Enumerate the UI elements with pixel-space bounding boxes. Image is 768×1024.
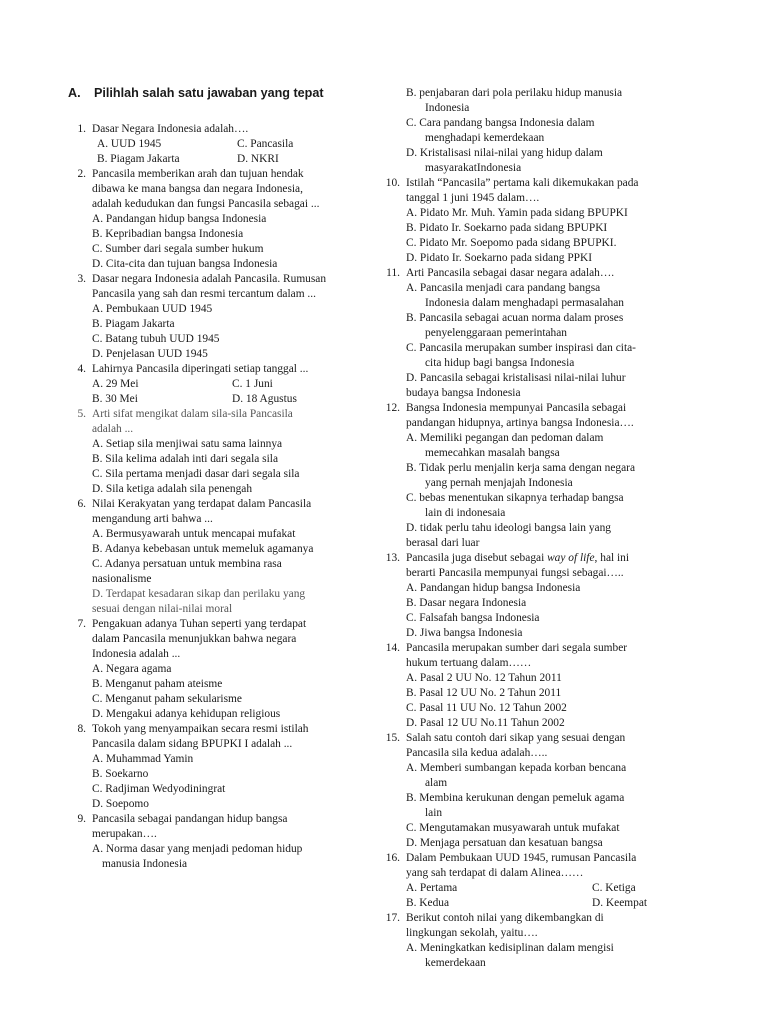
left-column: [64, 122, 364, 872]
question-4: [64, 362, 364, 377]
question-number: 6.: [77, 498, 86, 510]
option-c: C. Pancasila: [237, 138, 294, 150]
option-d: D. Pancasila sebagai kristalisasi nilai-nilai luhur budaya bangsa Indonesia: [406, 372, 626, 399]
option-a: A. Bermusyawarah untuk mencapai mufakat: [92, 528, 296, 540]
question-text: Istilah “Pancasila” pertama kali dikemukakan pada tanggal 1 juni 1945 dalam….: [406, 177, 639, 204]
question-number: 8.: [77, 723, 86, 735]
question-6: [64, 497, 364, 527]
option-c: C. Batang tubuh UUD 1945: [92, 333, 220, 345]
question-text: Salah satu contoh dari sikap yang sesuai dengan Pancasila sila kedua adalah…..: [406, 732, 626, 759]
question-text-part: Pancasila juga disebut sebagai: [406, 552, 548, 564]
question-number: 4.: [77, 363, 86, 375]
question-text: Dasar negara Indonesia adalah Pancasila. Rumusan Pancasila yang sah dan resmi tercantum dalam ...: [92, 273, 327, 300]
option-d: D. Penjelasan UUD 1945: [92, 348, 208, 360]
question-16: [378, 851, 678, 881]
option-d: D. Menjaga persatuan dan kesatuan bangsa: [406, 837, 603, 849]
option-a: A. 29 Mei: [92, 378, 139, 390]
question-text: Bangsa Indonesia mempunyai Pancasila sebagai pandangan hidupnya, artinya bangsa Indonesia….: [406, 402, 634, 429]
option-c: C. Radjiman Wedyodiningrat: [92, 783, 226, 795]
question-text-part: , hal ini berarti Pancasila mempunyai fungsi sebagai…..: [406, 552, 630, 579]
option-c: C. Pasal 11 UU No. 12 Tahun 2002: [406, 702, 567, 714]
option-b: B. Adanya kebebasan untuk memeluk agamanya: [92, 543, 314, 555]
question-number: 5.: [77, 408, 86, 420]
option-a: A. Pasal 2 UU No. 12 Tahun 2011: [406, 672, 562, 684]
option-d: D. Pidato Ir. Soekarno pada sidang PPKI: [406, 252, 593, 264]
question-number: 3.: [77, 273, 86, 285]
question-7: [64, 617, 364, 662]
question-number: 15.: [385, 732, 400, 744]
question-text: [406, 551, 678, 581]
section-letter: A.: [68, 86, 81, 100]
option-d: D. Mengakui adanya kehidupan religious: [92, 708, 281, 720]
option-d: D. 18 Agustus: [232, 393, 297, 405]
option-a: A. Pembukaan UUD 1945: [92, 303, 213, 315]
question-number: 11.: [386, 267, 400, 279]
option-c: C. Mengutamakan musyawarah untuk mufakat: [406, 822, 620, 834]
option-a: A. Muhammad Yamin: [92, 753, 194, 765]
option-b: B. Pasal 12 UU No. 2 Tahun 2011: [406, 687, 562, 699]
question-number: 2.: [77, 168, 86, 180]
option-d: D. Keempat: [592, 897, 648, 909]
option-a: A. Pandangan hidup bangsa Indonesia: [92, 213, 267, 225]
option-a: A. Pertama: [406, 882, 458, 894]
question-text-italic: way of life: [547, 552, 595, 564]
option-d: D. Jiwa bangsa Indonesia: [406, 627, 523, 639]
option-b: B. Soekarno: [92, 768, 149, 780]
option-c: C. Pancasila merupakan sumber inspirasi dan cita- cita hidup bagi bangsa Indonesia: [406, 342, 636, 369]
options-grid: [64, 377, 364, 407]
question-15: [378, 731, 678, 761]
option-b: B. 30 Mei: [92, 393, 138, 405]
option-d: D. Pasal 12 UU No.11 Tahun 2002: [406, 717, 565, 729]
option-c: C. Adanya persatuan untuk membina rasa nasionalisme: [92, 558, 282, 585]
option-a: A. Negara agama: [92, 663, 172, 675]
option-a: A. Meningkatkan kedisiplinan dalam mengisi kemerdekaan: [406, 942, 614, 969]
option-c: C. 1 Juni: [232, 378, 273, 390]
option-b: B. Menganut paham ateisme: [92, 678, 223, 690]
option-a: A. UUD 1945: [97, 138, 162, 150]
question-text: Berikut contoh nilai yang dikembangkan di lingkungan sekolah, yaitu….: [406, 912, 604, 939]
question-text: Arti Pancasila sebagai dasar negara adalah….: [406, 267, 615, 279]
question-13: [378, 551, 678, 581]
question-text: Lahirnya Pancasila diperingati setiap tanggal ...: [92, 363, 309, 375]
question-1: [64, 122, 364, 137]
option-a: A. Pancasila menjadi cara pandang bangsa Indonesia dalam menghadapi permasalahan: [406, 282, 624, 309]
question-number: 13.: [385, 552, 400, 564]
option-b: B. Pidato Ir. Soekarno pada sidang BPUPKI: [406, 222, 608, 234]
option-b: B. Pancasila sebagai acuan norma dalam proses penyelenggaraan pemerintahan: [406, 312, 624, 339]
question-12: [378, 401, 678, 431]
question-text: Dalam Pembukaan UUD 1945, rumusan Pancasila yang sah terdapat di dalam Alinea……: [406, 852, 637, 879]
question-text: Pancasila sebagai pandangan hidup bangsa merupakan….: [92, 813, 288, 840]
question-14: [378, 641, 678, 671]
question-number: 9.: [77, 813, 86, 825]
option-d: D. Cita-cita dan tujuan bangsa Indonesia: [92, 258, 278, 270]
question-number: 16.: [385, 852, 400, 864]
option-a: A. Pandangan hidup bangsa Indonesia: [406, 582, 581, 594]
question-text: Nilai Kerakyatan yang terdapat dalam Pancasila mengandung arti bahwa ...: [92, 498, 312, 525]
question-number: 14.: [385, 642, 400, 654]
question-3: [64, 272, 364, 302]
options-grid: [378, 881, 678, 911]
option-c: C. Ketiga: [592, 882, 636, 894]
question-5: [64, 407, 364, 437]
option-b: B. Dasar negara Indonesia: [406, 597, 527, 609]
question-text: Pancasila merupakan sumber dari segala sumber hukum tertuang dalam……: [406, 642, 628, 669]
option-d: D. Sila ketiga adalah sila penengah: [92, 483, 253, 495]
question-text: Dasar Negara Indonesia adalah….: [92, 123, 249, 135]
option-c: C. Sila pertama menjadi dasar dari segala sila: [92, 468, 300, 480]
option-d: D. tidak perlu tahu ideologi bangsa lain yang berasal dari luar: [406, 522, 611, 549]
right-column: [378, 86, 678, 971]
option-d: D. Terdapat kesadaran sikap dan perilaku yang sesuai dengan nilai-nilai moral: [92, 588, 306, 615]
question-17: [378, 911, 678, 941]
option-b: B. Sila kelima adalah inti dari segala sila: [92, 453, 278, 465]
section-heading: [68, 86, 324, 100]
question-number: 17.: [385, 912, 400, 924]
option-a: A. Setiap sila menjiwai satu sama lainnya: [92, 438, 283, 450]
option-b: B. Piagam Jakarta: [92, 318, 175, 330]
option-b: B. Tidak perlu menjalin kerja sama dengan negara yang pernah menjajah Indonesia: [406, 462, 636, 489]
question-11: [378, 266, 678, 281]
option-b: B. Kepribadian bangsa Indonesia: [92, 228, 244, 240]
question-9: [64, 812, 364, 842]
question-number: 12.: [385, 402, 400, 414]
option-d: D. Soepomo: [92, 798, 149, 810]
question-text: Pancasila memberikan arah dan tujuan hendak dibawa ke mana bangsa dan negara Indonesia, adalah kedudukan dan fungsi Pancasila sebagai ...: [92, 168, 320, 210]
option-a: A. Norma dasar yang menjadi pedoman hidup manusia Indonesia: [92, 843, 303, 870]
question-text: Arti sifat mengikat dalam sila-sila Pancasila adalah ...: [92, 408, 293, 435]
option-a: A. Memberi sumbangan kepada korban bencana alam: [406, 762, 627, 789]
option-b: B. penjabaran dari pola perilaku hidup manusia Indonesia: [406, 87, 623, 114]
option-a: A. Memiliki pegangan dan pedoman dalam memecahkan masalah bangsa: [406, 432, 604, 459]
question-8: [64, 722, 364, 752]
option-c: C. Falsafah bangsa Indonesia: [406, 612, 540, 624]
option-c: C. bebas menentukan sikapnya terhadap bangsa lain di indonesaia: [406, 492, 624, 519]
option-c: C. Cara pandang bangsa Indonesia dalam menghadapi kemerdekaan: [406, 117, 595, 144]
question-number: 7.: [77, 618, 86, 630]
option-c: C. Pidato Mr. Soepomo pada sidang BPUPKI.: [406, 237, 617, 249]
option-a: A. Pidato Mr. Muh. Yamin pada sidang BPUPKI: [406, 207, 628, 219]
option-b: B. Kedua: [406, 897, 450, 909]
option-b: B. Piagam Jakarta: [97, 153, 180, 165]
option-d: D. NKRI: [237, 153, 279, 165]
option-b: B. Membina kerukunan dengan pemeluk agama lain: [406, 792, 625, 819]
option-c: C. Sumber dari segala sumber hukum: [92, 243, 264, 255]
question-2: [64, 167, 364, 212]
option-d: D. Kristalisasi nilai-nilai yang hidup dalam masyarakatIndonesia: [406, 147, 603, 174]
options-grid: [64, 137, 364, 167]
question-number: 10.: [385, 177, 400, 189]
question-text: Pengakuan adanya Tuhan seperti yang terdapat dalam Pancasila menunjukkan bahwa negara Indonesia adalah ...: [92, 618, 307, 660]
option-c: C. Menganut paham sekularisme: [92, 693, 242, 705]
question-number: 1.: [77, 123, 86, 135]
question-text: Tokoh yang menyampaikan secara resmi istilah Pancasila dalam sidang BPUPKI I adalah ...: [92, 723, 309, 750]
question-10: [378, 176, 678, 206]
section-title: Pilihlah salah satu jawaban yang tepat: [94, 86, 324, 100]
